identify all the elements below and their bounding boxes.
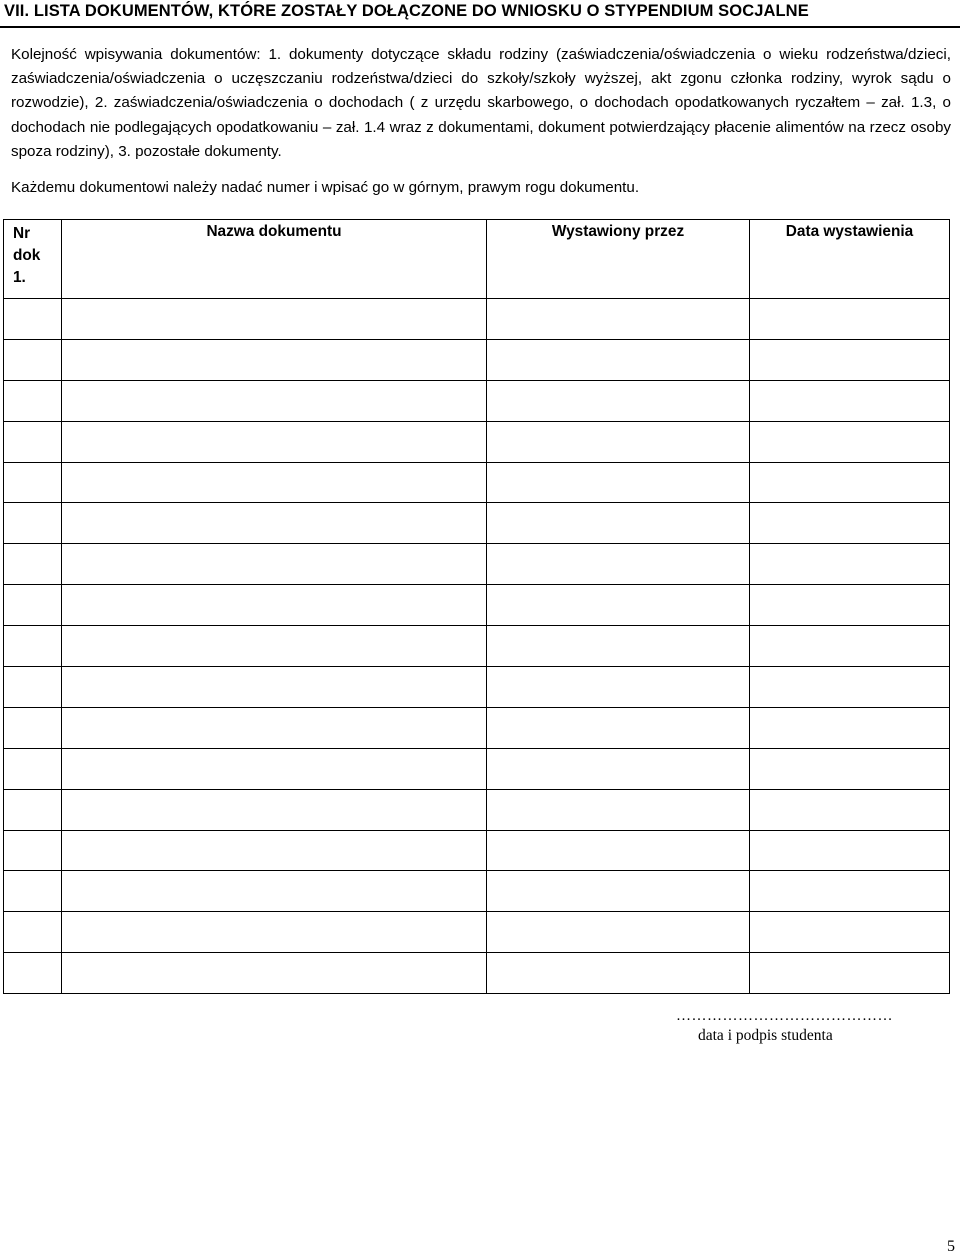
cell-issue-date[interactable]	[750, 503, 950, 544]
table-row	[4, 953, 950, 994]
cell-issued-by[interactable]	[487, 544, 750, 585]
table-header-row	[4, 220, 950, 299]
table-row	[4, 299, 950, 340]
cell-nr[interactable]	[4, 585, 62, 626]
table-row	[4, 830, 950, 871]
cell-issued-by[interactable]	[487, 380, 750, 421]
cell-issue-date[interactable]	[750, 748, 950, 789]
cell-issue-date[interactable]	[750, 299, 950, 340]
cell-issue-date[interactable]	[750, 421, 950, 462]
cell-issue-date[interactable]	[750, 585, 950, 626]
cell-issue-date[interactable]	[750, 830, 950, 871]
cell-issued-by[interactable]	[487, 707, 750, 748]
cell-nr[interactable]	[4, 380, 62, 421]
cell-issued-by[interactable]	[487, 299, 750, 340]
cell-document-name[interactable]	[62, 789, 487, 830]
table-row	[4, 789, 950, 830]
table-row	[4, 380, 950, 421]
cell-document-name[interactable]	[62, 462, 487, 503]
cell-nr[interactable]	[4, 544, 62, 585]
documents-table	[3, 219, 950, 994]
cell-issue-date[interactable]	[750, 953, 950, 994]
cell-issue-date[interactable]	[750, 789, 950, 830]
cell-issued-by[interactable]	[487, 421, 750, 462]
table-row	[4, 462, 950, 503]
page-number: 5	[947, 1238, 955, 1255]
cell-document-name[interactable]	[62, 830, 487, 871]
cell-issued-by[interactable]	[487, 667, 750, 708]
cell-document-name[interactable]	[62, 503, 487, 544]
cell-issued-by[interactable]	[487, 339, 750, 380]
cell-issue-date[interactable]	[750, 871, 950, 912]
cell-document-name[interactable]	[62, 380, 487, 421]
table-row	[4, 707, 950, 748]
cell-issued-by[interactable]	[487, 503, 750, 544]
cell-issue-date[interactable]	[750, 380, 950, 421]
cell-issue-date[interactable]	[750, 707, 950, 748]
cell-issued-by[interactable]	[487, 626, 750, 667]
cell-nr[interactable]	[4, 462, 62, 503]
cell-issue-date[interactable]	[750, 339, 950, 380]
cell-issued-by[interactable]	[487, 462, 750, 503]
cell-document-name[interactable]	[62, 421, 487, 462]
table-row	[4, 626, 950, 667]
cell-nr[interactable]	[4, 421, 62, 462]
table-row	[4, 912, 950, 953]
section-title-bar	[0, 0, 960, 28]
cell-issued-by[interactable]	[487, 830, 750, 871]
cell-nr[interactable]	[4, 953, 62, 994]
cell-document-name[interactable]	[62, 667, 487, 708]
cell-nr[interactable]	[4, 707, 62, 748]
cell-document-name[interactable]	[62, 626, 487, 667]
cell-document-name[interactable]	[62, 585, 487, 626]
header-issued-by: Wystawiony przez	[487, 220, 750, 299]
cell-nr[interactable]	[4, 667, 62, 708]
cell-issued-by[interactable]	[487, 748, 750, 789]
cell-document-name[interactable]	[62, 748, 487, 789]
cell-issued-by[interactable]	[487, 871, 750, 912]
cell-issued-by[interactable]	[487, 912, 750, 953]
cell-nr[interactable]	[4, 339, 62, 380]
cell-nr[interactable]	[4, 748, 62, 789]
table-row	[4, 421, 950, 462]
table-row	[4, 748, 950, 789]
cell-document-name[interactable]	[62, 871, 487, 912]
cell-document-name[interactable]	[62, 299, 487, 340]
table-row	[4, 339, 950, 380]
header-nr-line3: 1.	[13, 269, 26, 286]
header-document-name: Nazwa dokumentu	[62, 220, 487, 299]
table-body	[4, 299, 950, 994]
table-row	[4, 503, 950, 544]
cell-issue-date[interactable]	[750, 912, 950, 953]
cell-nr[interactable]	[4, 503, 62, 544]
header-nr-line2: dok	[13, 247, 41, 264]
table-row	[4, 667, 950, 708]
cell-nr[interactable]	[4, 912, 62, 953]
header-issue-date: Data wystawienia	[750, 220, 950, 299]
cell-nr[interactable]	[4, 871, 62, 912]
cell-document-name[interactable]	[62, 544, 487, 585]
cell-issued-by[interactable]	[487, 585, 750, 626]
section-title: VII. LISTA DOKUMENTÓW, KTÓRE ZOSTAŁY DOŁĄCZONE DO WNIOSKU O STYPENDIUM SOCJALNE	[4, 2, 809, 20]
header-nr-line1: Nr	[13, 225, 31, 242]
table-row	[4, 871, 950, 912]
cell-issue-date[interactable]	[750, 544, 950, 585]
cell-document-name[interactable]	[62, 953, 487, 994]
cell-nr[interactable]	[4, 626, 62, 667]
cell-issue-date[interactable]	[750, 626, 950, 667]
cell-document-name[interactable]	[62, 707, 487, 748]
cell-nr[interactable]	[4, 299, 62, 340]
table-row	[4, 544, 950, 585]
cell-document-name[interactable]	[62, 339, 487, 380]
instructions-paragraph: Kolejność wpisywania dokumentów: 1. dokumenty dotyczące składu rodziny (zaświadczenia/oświadczenia o wieku rodzeństwa/dzieci, zaświadczenia/oświadczenia o uczęszczaniu rodzeństwa/dzieci do szkoły/szkoły wyższej, akt zgonu członka rodziny, wyrok sądu o rozwodzie), 2. zaświadczenia/oświadczenia o dochodach ( z urzędu skarbowego, o dochodach opodatkowanych ryczałtem – zał. 1.3, o dochodach nie podlegających opodatkowaniu – zał. 1.4 wraz z dokumentami, dokument potwierdzający płacenie alimentów na rzecz osoby spoza rodziny), 3. pozostałe dokumenty.	[11, 46, 951, 160]
cell-issue-date[interactable]	[750, 462, 950, 503]
signature-line: ……………………………………	[676, 1008, 893, 1024]
cell-issued-by[interactable]	[487, 789, 750, 830]
numbering-note: Każdemu dokumentowi należy nadać numer i wpisać go w górnym, prawym rogu dokumentu.	[11, 179, 640, 196]
cell-nr[interactable]	[4, 830, 62, 871]
cell-issued-by[interactable]	[487, 953, 750, 994]
signature-label: data i podpis studenta	[698, 1027, 833, 1044]
header-nr	[4, 220, 62, 299]
table-row	[4, 585, 950, 626]
cell-nr[interactable]	[4, 789, 62, 830]
cell-issue-date[interactable]	[750, 667, 950, 708]
cell-document-name[interactable]	[62, 912, 487, 953]
